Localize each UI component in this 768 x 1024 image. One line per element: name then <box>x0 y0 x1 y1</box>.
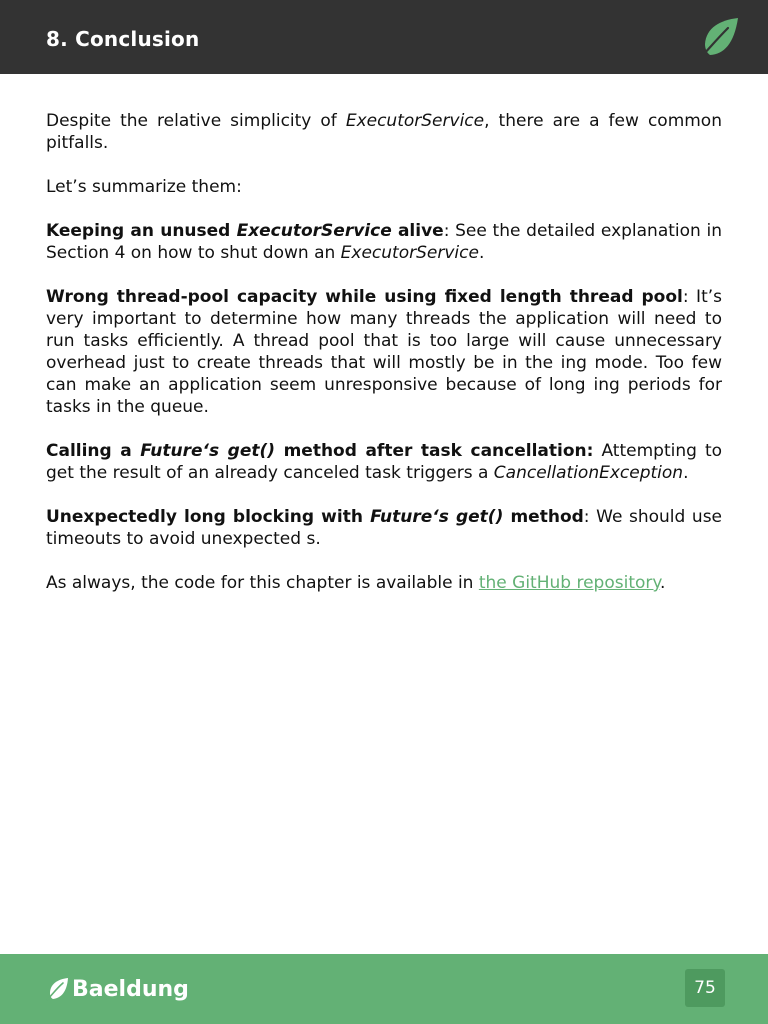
leaf-icon <box>698 16 742 60</box>
page-footer <box>0 954 768 1024</box>
pitfall-colon: : <box>443 221 450 241</box>
pitfall-colon: : <box>682 287 689 307</box>
pitfall-heading-end: alive <box>391 221 444 241</box>
pitfall-heading-end: method <box>503 507 584 527</box>
leaf-icon <box>46 977 70 1001</box>
pitfall-long-blocking <box>46 506 722 550</box>
intro-code-term: ExecutorService <box>345 111 485 131</box>
pitfall-heading-term: Future‘s get() <box>370 507 504 527</box>
pitfall-body: Attempting to get the result of an already canceled task triggers a <box>46 441 723 483</box>
pitfall-get-after-cancel <box>46 440 722 484</box>
pitfall-body-term: ExecutorService <box>340 243 479 263</box>
closing-paragraph <box>46 572 722 594</box>
pitfall-heading: Unexpectedly long blocking with <box>46 507 371 527</box>
summary-paragraph: Let’s summarize them: <box>46 177 242 197</box>
pitfall-heading-end: method after task cancellation: <box>275 441 594 461</box>
closing-text: As always, the code for this chapter is available in <box>46 573 479 593</box>
closing-text-end: . <box>660 573 666 593</box>
main-content <box>46 110 722 616</box>
brand-logo <box>46 976 189 1002</box>
brand-name: Baeldung <box>72 976 189 1002</box>
intro-text: Despite the relative simplicity of <box>46 111 346 131</box>
pitfall-heading: Keeping an unused <box>46 221 237 241</box>
pitfall-wrong-capacity <box>46 286 722 418</box>
pitfall-heading: Wrong thread-pool capacity while using fixed length thread pool <box>46 287 683 307</box>
pitfall-body: We should use timeouts to avoid unexpected s. <box>46 507 723 549</box>
intro-paragraph <box>46 110 722 154</box>
pitfall-body: It’s very important to determine how many threads the application will need to run tasks efficiently. A thread pool that is too large will cause unnecessary overhead just to create threads that will mostly be in the ing mode. Too few can make an application seem unresponsive because of long ing periods for tasks in the queue. <box>46 287 723 417</box>
section-title: 8. Conclusion <box>46 27 200 51</box>
page-header <box>0 0 768 74</box>
pitfall-colon: : <box>583 507 590 527</box>
pitfall-unused-executor <box>46 220 722 264</box>
pitfall-heading-term: Future‘s get() <box>140 441 276 461</box>
pitfall-heading: Calling a <box>46 441 141 461</box>
page-number-badge: 75 <box>685 969 725 1007</box>
pitfall-body-end: . <box>478 243 485 263</box>
github-repository-link[interactable]: the GitHub repository <box>478 573 661 593</box>
pitfall-body-end: . <box>683 463 689 483</box>
intro-text-end: , there are a few common pitfalls. <box>46 111 722 153</box>
pitfall-body-term: CancellationException <box>493 463 684 483</box>
pitfall-body: See the detailed explanation in Section 4 on how to shut down an <box>46 221 723 263</box>
pitfall-heading-term: ExecutorService <box>236 221 392 241</box>
